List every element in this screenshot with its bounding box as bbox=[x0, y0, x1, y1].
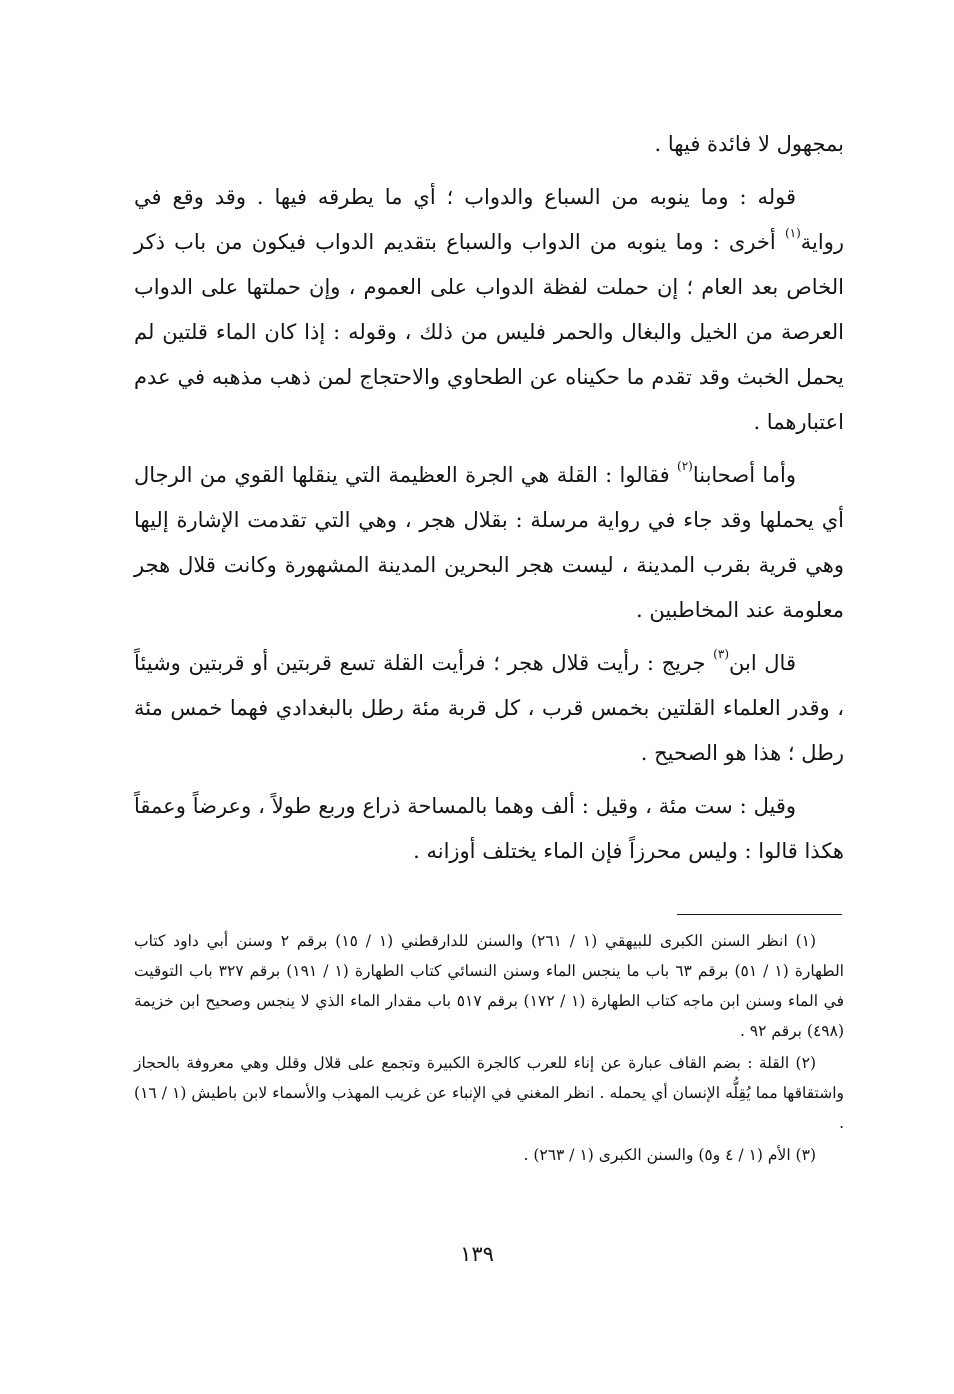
paragraph-2-rest: أخرى : وما ينوبه من الدواب والسباع بتقديم الدواب فيكون من باب ذكر الخاص بعد العام ؛ إن حملت لفظة الدواب على العموم ، وإن حملتها على الدواب العرصة من الخيل والبغال والحمر فليس من ذلك ، وقوله : إذا كان الماء قلتين لم يحمل الخبث وقد تقدم ما حكيناه عن الطحاوي والاحتجاج لمن ذهب مذهبه في عدم اعتبارهما . bbox=[134, 230, 844, 434]
footnote-ref-2: (٢) bbox=[677, 459, 693, 473]
footnote-2: (٢) القلة : بضم القاف عبارة عن إناء للعرب كالجرة الكبيرة وتجمع على قلال وقلل وهي معروفة بالحجاز واشتقاقها مما يُقِلُّه الإنسان أي يحمله . انظر المغني في الإنباء عن غريب المهذب والأسماء لابن باطيش (١ / ١٦) . bbox=[134, 1054, 844, 1132]
footnote-3: (٣) الأم (١ / ٤ و٥) والسنن الكبرى (١ / ٢٦٣) . bbox=[523, 1146, 816, 1164]
main-text bbox=[134, 122, 844, 882]
footnote-ref-3: (٣) bbox=[713, 647, 729, 661]
paragraph-5-text: وقيل : ست مئة ، وقيل : ألف وهما بالمساحة ذراع وربع طولاً ، وعرضاً وعمقاً هكذا قالوا : وليس محرزاً فإن الماء يختلف أوزانه . bbox=[134, 794, 844, 863]
paragraph-3 bbox=[134, 453, 844, 633]
footnote-separator bbox=[677, 914, 842, 915]
paragraph-1-text: بمجهول لا فائدة فيها . bbox=[654, 132, 844, 156]
paragraph-1 bbox=[134, 122, 844, 167]
paragraph-2-text: قوله : وما ينوبه من السباع والدواب ؛ أي ما يطرقه فيها . وقد وقع في رواية bbox=[134, 185, 844, 254]
paragraph-5 bbox=[134, 784, 844, 874]
footnote-ref-1: (١) bbox=[784, 226, 801, 240]
page-number: ١٣٩ bbox=[460, 1242, 494, 1266]
paragraph-3-rest: فقالوا : القلة هي الجرة العظيمة التي ينقلها القوي من الرجال أي يحملها وقد جاء في رواية مرسلة : بقلال هجر ، وهي التي تقدمت الإشارة إليها وهي قرية بقرب المدينة ، ليست هجر البحرين المدينة المشهورة وكانت قلال هجر معلومة عند المخاطبين . bbox=[134, 463, 844, 622]
paragraph-2 bbox=[134, 175, 844, 445]
paragraph-4-rest: جريج : رأيت قلال هجر ؛ فرأيت القلة تسع قربتين أو قربتين وشيئاً ، وقدر العلماء القلتين بخمس قرب ، كل قربة مئة رطل بالبغدادي فهما خمس مئة رطل ؛ هذا هو الصحيح . bbox=[134, 651, 844, 765]
paragraph-4 bbox=[134, 641, 844, 776]
footnotes bbox=[134, 926, 844, 1172]
paragraph-4-text: قال ابن bbox=[729, 651, 796, 675]
footnote-1: (١) انظر السنن الكبرى للبيهقي (١ / ٢٦١) والسنن للدارقطني (١ / ١٥) برقم ٢ وسنن أبي داود كتاب الطهارة (١ / ٥١) برقم ٦٣ باب ما ينجس الماء وسنن النسائي كتاب الطهارة (١ / ١٩١) برقم ٣٢٧ باب التوقيت في الماء وسنن ابن ماجه كتاب الطهارة (١ / ١٧٢) برقم ٥١٧ باب مقدار الماء الذي لا ينجس وصحيح ابن خزيمة (٤٩٨) برقم ٩٢ . bbox=[134, 932, 844, 1040]
paragraph-3-text: وأما أصحابنا bbox=[692, 463, 796, 487]
